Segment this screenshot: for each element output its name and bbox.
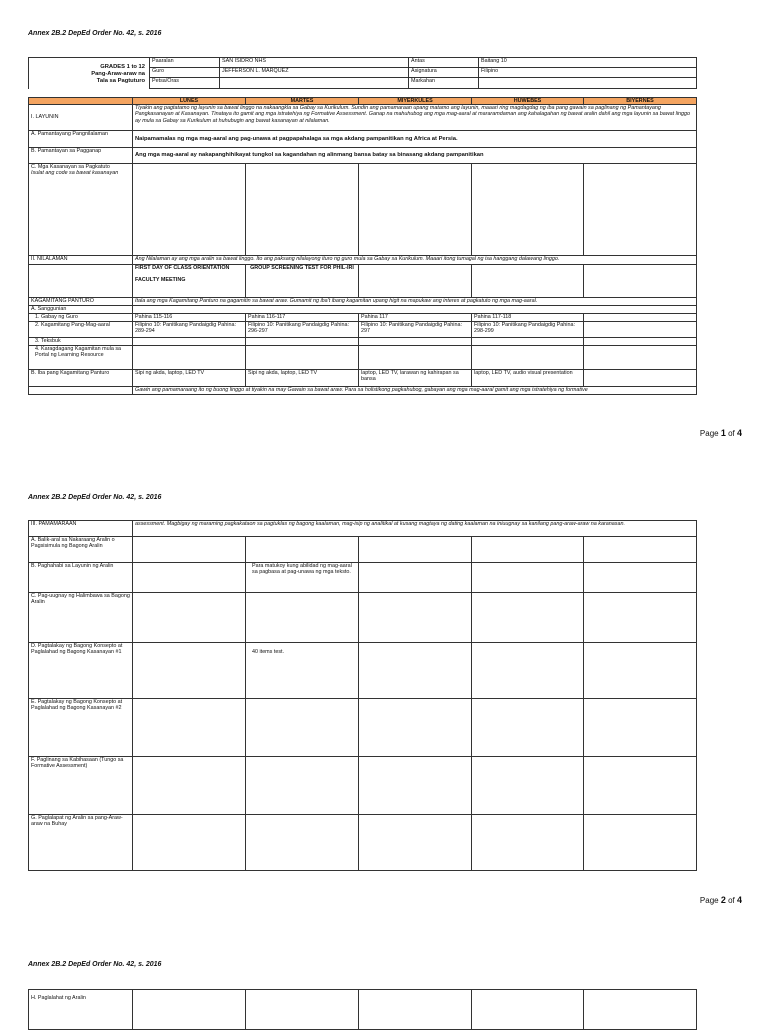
kasanayan-miyerkules[interactable] bbox=[359, 164, 472, 256]
form-title-line1: GRADES 1 to 12 bbox=[100, 64, 145, 70]
row-a-huwebes[interactable] bbox=[472, 537, 584, 563]
teksbuk-label: 3. Teksbuk bbox=[29, 338, 133, 346]
pamamaraan-label: III. PAMAMARAAN bbox=[29, 521, 133, 537]
antas-value[interactable]: Baitang 10 bbox=[479, 58, 697, 68]
page-num: 2 bbox=[720, 895, 726, 905]
nilalaman-lunes[interactable] bbox=[133, 265, 246, 298]
page-label: Page bbox=[699, 896, 719, 905]
row-b-huwebes[interactable] bbox=[472, 563, 584, 593]
row-g-lunes[interactable] bbox=[133, 815, 246, 871]
row-e-miyerkules[interactable] bbox=[359, 699, 472, 757]
days-row bbox=[29, 98, 697, 105]
pamantayang-pangnilalaman-label: A. Pamantayang Pangnilalaman bbox=[29, 131, 133, 148]
dll-main-table bbox=[28, 97, 697, 395]
row-d-lunes[interactable] bbox=[133, 643, 246, 699]
kasanayan-biyernes[interactable] bbox=[584, 164, 697, 256]
nilalaman-lunes-2: FACULTY MEETING bbox=[135, 277, 186, 284]
row-e-martes[interactable] bbox=[246, 699, 359, 757]
pamantayan-pagganap-label: B. Pamantayan sa Pagganap bbox=[29, 148, 133, 164]
page-num: 1 bbox=[720, 428, 726, 438]
karagdagang-biyernes[interactable] bbox=[584, 346, 697, 370]
page-of: of bbox=[728, 429, 735, 438]
row-h-label: H. Paglalahat ng Aralin bbox=[29, 990, 133, 1030]
kasanayan-label-note: Isulat ang code sa bawat kasanayan bbox=[31, 170, 119, 177]
nilalaman-huwebes[interactable] bbox=[472, 265, 584, 298]
kasanayan-label-main: C. Mga Kasanayan sa Pagkatuto bbox=[31, 164, 110, 170]
pamamaraan-text: assessment. Magbigay ng maraming pagkakataon sa pagtuklas ng bagong kaalaman, mag-isip ng analitikal at kusang magtaya ng dating kaalaman na iniuugnay sa kanilang pang-araw-araw na karanasan. bbox=[133, 521, 697, 537]
row-c-martes[interactable] bbox=[246, 593, 359, 643]
iba-pang-biyernes[interactable] bbox=[584, 370, 697, 387]
layunin-label-text: I. LAYUNIN bbox=[31, 114, 59, 121]
page-number-2 bbox=[700, 895, 742, 905]
gabay-guro-label: 1. Gabay ng Guro bbox=[29, 314, 133, 322]
row-c-biyernes[interactable] bbox=[584, 593, 697, 643]
page-total: 4 bbox=[736, 895, 742, 905]
iba-pang-lunes[interactable]: Sipi ng akda, laptop, LED TV bbox=[133, 370, 246, 387]
nilalaman-biyernes[interactable] bbox=[584, 265, 697, 298]
karagdagang-huwebes[interactable] bbox=[472, 346, 584, 370]
petsa-value[interactable] bbox=[220, 78, 409, 89]
paaralan-label: Paaralan bbox=[150, 58, 220, 68]
form-title-line2: Pang-Araw-araw na bbox=[91, 71, 145, 77]
row-g-huwebes[interactable] bbox=[472, 815, 584, 871]
day-miyerkules: MIYERKULES bbox=[359, 98, 472, 105]
nilalaman-blank bbox=[29, 265, 133, 298]
page-label: Page bbox=[699, 429, 719, 438]
kagamitan-mag-aaral-huwebes[interactable]: Filipino 10: Panitikang Pandaigdig Pahina: 298-299 bbox=[472, 322, 584, 338]
row-e-huwebes[interactable] bbox=[472, 699, 584, 757]
annex-label-page3: Annex 2B.2 DepEd Order No. 42, s. 2016 bbox=[28, 961, 162, 968]
gabay-guro-huwebes[interactable]: Pahina 117-118 bbox=[472, 314, 584, 322]
day-huwebes: HUWEBES bbox=[472, 98, 584, 105]
gabay-guro-martes[interactable]: Pahina 116-117 bbox=[246, 314, 359, 322]
pamamaraan-blank-label bbox=[29, 387, 133, 395]
asignatura-label: Asignatura bbox=[409, 68, 479, 78]
row-g-miyerkules[interactable] bbox=[359, 815, 472, 871]
row-f-huwebes[interactable] bbox=[472, 757, 584, 815]
annex-label: Annex 2B.2 DepEd Order No. 42, s. 2016 bbox=[28, 30, 162, 37]
days-corner bbox=[29, 98, 133, 105]
gabay-guro-lunes[interactable]: Pahina 115-116 bbox=[133, 314, 246, 322]
row-f-martes[interactable] bbox=[246, 757, 359, 815]
teksbuk-huwebes[interactable] bbox=[472, 338, 584, 346]
iba-pang-miyerkules[interactable]: laptop, LED TV, larawan ng kahirapan sa bansa bbox=[359, 370, 472, 387]
karagdagang-lunes[interactable] bbox=[133, 346, 246, 370]
sanggunian-blank bbox=[133, 306, 697, 314]
gabay-guro-miyerkules[interactable]: Pahina 117 bbox=[359, 314, 472, 322]
iba-pang-label: B. Iba pang Kagamitang Panturo bbox=[29, 370, 133, 387]
karagdagang-miyerkules[interactable] bbox=[359, 346, 472, 370]
page-number-1 bbox=[700, 428, 742, 438]
day-biyernes: BIYERNES bbox=[584, 98, 697, 105]
kasanayan-label bbox=[29, 164, 133, 256]
row-a-biyernes[interactable] bbox=[584, 537, 697, 563]
kagamitan-mag-aaral-lunes[interactable]: Filipino 10: Panitikang Pandaigdig Pahina: 289-294 bbox=[133, 322, 246, 338]
row-g-martes[interactable] bbox=[246, 815, 359, 871]
day-martes: MARTES bbox=[246, 98, 359, 105]
row-b-miyerkules[interactable] bbox=[359, 563, 472, 593]
kagamitan-label: KAGAMITANG PANTURO bbox=[29, 298, 133, 306]
iba-pang-martes[interactable]: Sipi ng akda, laptop, LED TV bbox=[246, 370, 359, 387]
kasanayan-huwebes[interactable] bbox=[472, 164, 584, 256]
row-b-label: B. Paghahabi sa Layunin ng Aralin bbox=[29, 563, 133, 593]
kagamitan-mag-aaral-miyerkules[interactable]: Filipino 10: Panitikang Pandaigdig Pahina: 297 bbox=[359, 322, 472, 338]
row-e-biyernes[interactable] bbox=[584, 699, 697, 757]
markahan-label: Markahan bbox=[409, 78, 479, 89]
annex-label-page2: Annex 2B.2 DepEd Order No. 42, s. 2016 bbox=[28, 494, 162, 501]
kagamitan-mag-aaral-biyernes[interactable] bbox=[584, 322, 697, 338]
row-f-miyerkules[interactable] bbox=[359, 757, 472, 815]
layunin-text: Tiyakin ang pagtatamo ng layunin sa bawat linggo na nakaangkla sa Gabay sa Kurikulum. Sundin ang pamamaraan upang matamo ang layunin, maaari ring magdagdag ng iba pang gawain sa paglinang ng Pamantayang Pangkasanayan at Kasanayan. Tinataya ito gamit ang mga istratehiya ng Formative Assessment. Ganap na mahuhubog ang mga mag-aaral at mararamdaman ang kahalagahan ng bawat aralin dahil ang mga layunin sa bawat linggo ay mula sa Gabay sa Kurikulum at huhubugin ang bawat kasanayan at nilalaman. bbox=[133, 105, 697, 131]
kasanayan-martes[interactable] bbox=[246, 164, 359, 256]
row-d-biyernes[interactable] bbox=[584, 643, 697, 699]
antas-label: Antas bbox=[409, 58, 479, 68]
row-a-lunes[interactable] bbox=[133, 537, 246, 563]
row-e-lunes[interactable] bbox=[133, 699, 246, 757]
dll-header-table bbox=[28, 57, 697, 89]
page-total: 4 bbox=[736, 428, 742, 438]
teksbuk-lunes[interactable] bbox=[133, 338, 246, 346]
row-d-miyerkules[interactable] bbox=[359, 643, 472, 699]
form-title-line3: Tala sa Pagtuturo bbox=[96, 78, 145, 84]
row-g-label: G. Paglalapat ng Aralin sa pang-Araw-araw na Buhay bbox=[29, 815, 133, 871]
kagamitan-mag-aaral-martes[interactable]: Filipino 10: Panitikang Pandaigdig Pahina: 296-297 bbox=[246, 322, 359, 338]
day-lunes: LUNES bbox=[133, 98, 246, 105]
row-g-biyernes[interactable] bbox=[584, 815, 697, 871]
kasanayan-lunes[interactable] bbox=[133, 164, 246, 256]
row-f-label: F. Paglinang sa Kabihasaan (Tungo sa Formative Assessment) bbox=[29, 757, 133, 815]
row-c-huwebes[interactable] bbox=[472, 593, 584, 643]
pamantayan-pagganap-value[interactable]: Ang mga mag-aaral ay nakapanghihikayat tungkol sa kagandahan ng alinmang bansa batay sa binasang akdang pampanitikan bbox=[133, 148, 697, 164]
karagdagang-label: 4. Karagdagang Kagamitan mula sa Portal ng Learning Resource bbox=[29, 346, 133, 370]
row-e-label: E. Pagtalakay ng Bagong Konsepto at Paglalahad ng Bagong Kasanayan #2 bbox=[29, 699, 133, 757]
karagdagang-martes[interactable] bbox=[246, 346, 359, 370]
guro-value[interactable]: JEFFERSON L. MARQUEZ bbox=[220, 68, 409, 78]
nilalaman-text: Ang Nilalaman ay ang mga aralin sa bawat linggo. Ito ang paksang nilalayong ituro ng guro mula sa Gabay sa Kurikulum. Maaari itong tumagal ng isa hanggang dalawang linggo. bbox=[133, 256, 697, 265]
asignatura-value[interactable]: Filipino bbox=[479, 68, 697, 78]
sanggunian-label: A. Sanggunian bbox=[29, 306, 133, 314]
form-title bbox=[29, 58, 150, 89]
markahan-value[interactable] bbox=[479, 78, 697, 89]
nilalaman-martes[interactable]: GROUP SCREENING TEST FOR PHIL-IRI bbox=[246, 265, 359, 298]
teksbuk-biyernes[interactable] bbox=[584, 338, 697, 346]
teksbuk-martes[interactable] bbox=[246, 338, 359, 346]
row-a-label: A. Balik-aral sa Nakaraang Aralin o Pagsisimula ng Bagong Aralin bbox=[29, 537, 133, 563]
row-c-miyerkules[interactable] bbox=[359, 593, 472, 643]
row-a-miyerkules[interactable] bbox=[359, 537, 472, 563]
row-a-martes[interactable] bbox=[246, 537, 359, 563]
paaralan-value[interactable]: SAN ISIDRO NHS bbox=[220, 58, 409, 68]
row-b-biyernes[interactable] bbox=[584, 563, 697, 593]
nilalaman-label: II. NILALAMAN bbox=[29, 256, 133, 265]
teksbuk-miyerkules[interactable] bbox=[359, 338, 472, 346]
kagamitan-mag-aaral-label: 2. Kagamitang Pang-Mag-aaral bbox=[29, 322, 133, 338]
row-b-martes[interactable]: Para matukoy kung abilidad ng mag-aaral sa pagbasa at pag-unawa ng mga teksto. bbox=[246, 563, 359, 593]
row-b-lunes[interactable] bbox=[133, 563, 246, 593]
nilalaman-miyerkules[interactable] bbox=[359, 265, 472, 298]
nilalaman-lunes-1: FIRST DAY OF CLASS ORIENTATION bbox=[135, 265, 230, 271]
pamamaraan-intro: Gawin ang pamamaraang ito ng buong linggo at tiyakin na may Gawain sa bawat araw. Para sa holistikong pagkahubog, gabayan ang mga mag-aaral gamit ang mga istratehiya ng formative bbox=[133, 387, 697, 395]
layunin-label bbox=[29, 105, 133, 131]
guro-label: Guro bbox=[150, 68, 220, 78]
row-c-lunes[interactable] bbox=[133, 593, 246, 643]
kagamitan-text: Itala ang mga Kagamitang Panturo na gagamitin sa bawat araw. Gumamit ng iba't ibang kagamitan upang higit na mapukaw ang interes at pagkatuto ng mga mag-aaral. bbox=[133, 298, 697, 306]
dll-pamamaraan-table bbox=[28, 520, 697, 871]
row-c-label: C. Pag-uugnay ng Halimbawa sa Bagong Aralin bbox=[29, 593, 133, 643]
row-d-martes[interactable]: 40 items test. bbox=[246, 643, 359, 699]
pamantayang-pangnilalaman-value[interactable]: Naipamamalas ng mga mag-aaral ang pag-unawa at pagpapahalaga sa mga akdang pampanitikan ng Africa at Persia. bbox=[133, 131, 697, 148]
row-d-label: D. Pagtalakay ng Bagong Konsepto at Paglalahad ng Bagong Kasanayan #1 bbox=[29, 643, 133, 699]
row-d-huwebes[interactable] bbox=[472, 643, 584, 699]
row-f-biyernes[interactable] bbox=[584, 757, 697, 815]
gabay-guro-biyernes[interactable] bbox=[584, 314, 697, 322]
row-f-lunes[interactable] bbox=[133, 757, 246, 815]
petsa-label: Petsa/Oras bbox=[150, 78, 220, 89]
page-of: of bbox=[728, 896, 735, 905]
iba-pang-huwebes[interactable]: laptop, LED TV, audio visual presentation bbox=[472, 370, 584, 387]
